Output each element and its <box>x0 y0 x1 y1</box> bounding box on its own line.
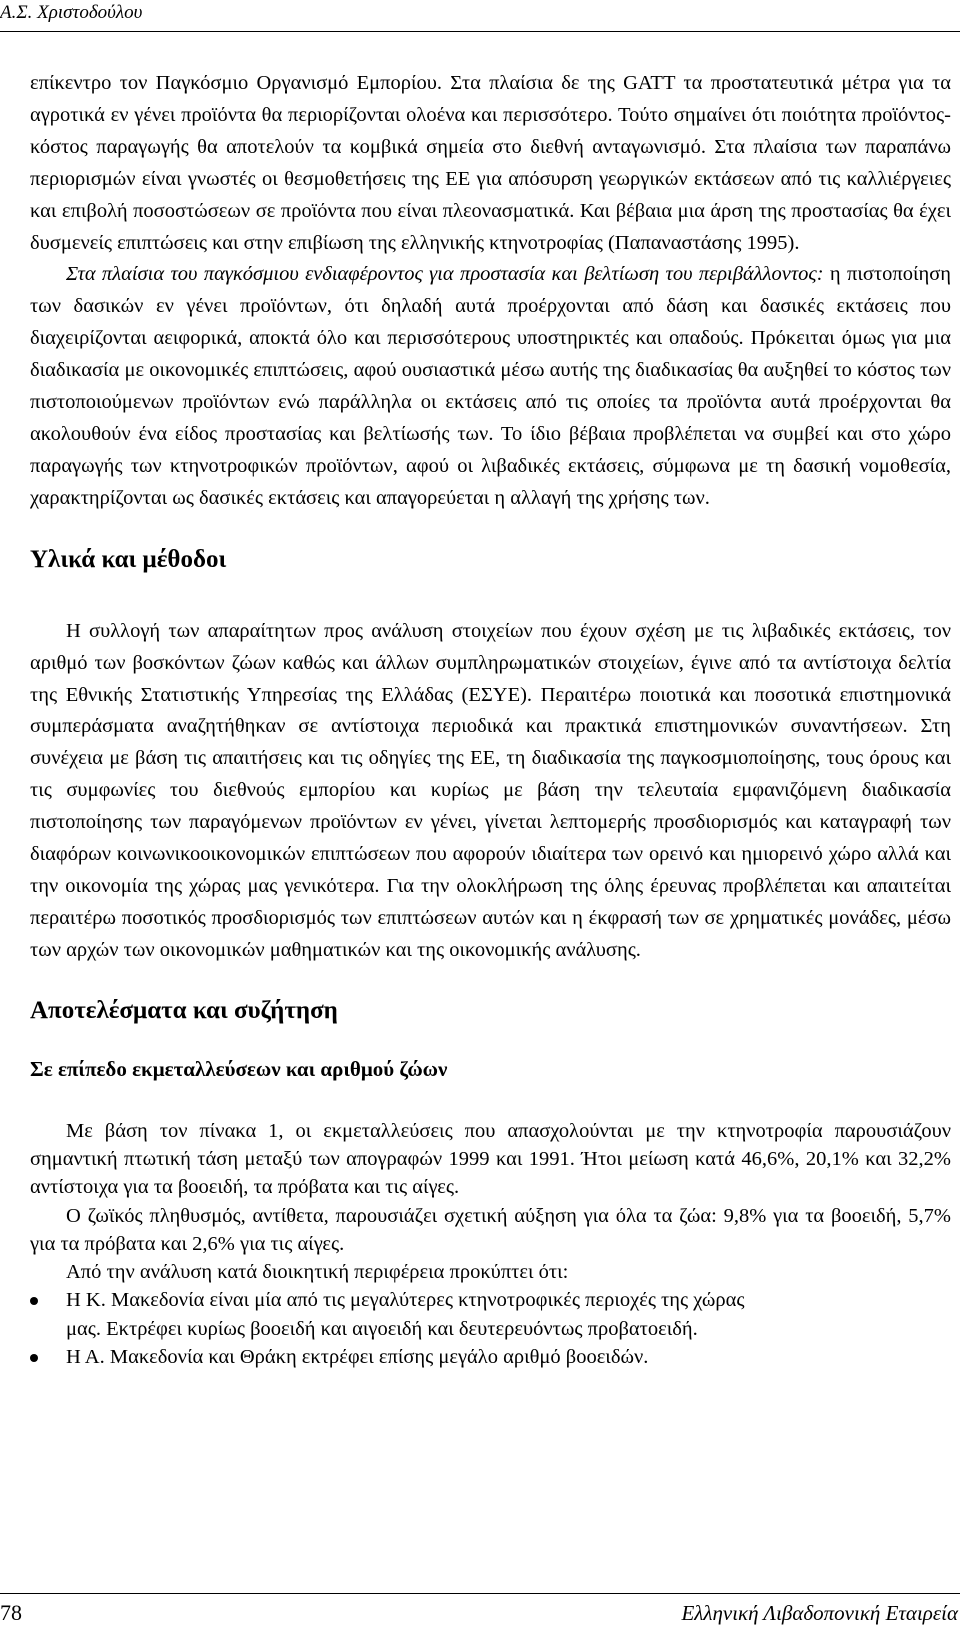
heading-results-discussion: Αποτελέσματα και συζήτηση <box>30 996 338 1024</box>
list-item <box>30 1343 951 1371</box>
running-footer-journal: Ελληνική Λιβαδοπονική Εταιρεία <box>681 1601 958 1625</box>
paragraph-farms-decline: Με βάση τον πίνακα 1, οι εκμεταλλεύσεις που απασχολούνται με την κτηνοτροφία παρουσιάζουν σημαντική πτωτική τάση μεταξύ των απογραφών 1999 και 1991. Ήτοι μείωση κατά 46,6%, 20,1% και 32,2% αντίστοιχα για τα βοοειδή, τα πρόβατα και τις αίγες. <box>30 1119 951 1199</box>
bullet-icon <box>30 1354 38 1362</box>
bullet-list <box>30 1286 951 1371</box>
subheading-farms-animals: Σε επίπεδο εκμεταλλεύσεων και αριθμού ζώων <box>30 1056 448 1081</box>
list-item-text-continued: μας. Εκτρέφει κυρίως βοοειδή και αιγοειδή και δευτερευόντως προβατοειδή. <box>66 1317 698 1340</box>
page-body <box>30 68 951 1371</box>
list-item <box>30 1286 951 1343</box>
paragraph-certification-text: η πιστοποίηση των δασικών εν γένει προϊόντων, ότι δηλαδή αυτά προέρχονται από δάση και δασικές εκτάσεις που διαχειρίζονται αειφορικά, αποκτά όλο και περισσότερους υποστηρικτές και οπαδούς. Πρόκειται όμως για μια διαδικασία με οικονομικές επιπτώσεις, αφού ουσιαστικά μέσω αυτής της διαδικασίας θα αυξηθεί το κόστος των πιστοποιούμενων προϊόντων ενώ παράλληλα οι εκτάσεις από τις οποίες τα προϊόντα αυτά προέρχονται θα ακολουθούν ένα είδος προστασίας και βελτίωσής των. Το ίδιο βέβαια προβλέπεται να συμβεί και στο χώρο παραγωγής των κτηνοτροφικών προϊόντων, αφού οι λιβαδικές εκτάσεις, σύμφωνα με τη δασική νομοθεσία, χαρακτηρίζονται ως δασικές εκτάσεις και απαγορεύεται η αλλαγή της χρήσης των. <box>30 263 951 509</box>
header-divider <box>0 31 960 32</box>
page-number: 78 <box>0 1600 22 1625</box>
paragraph-population: Ο ζωϊκός πληθυσμός, αντίθετα, παρουσιάζει σχετική αύξηση για όλα τα ζώα: 9,8% για τα βοοειδή, 5,7% για τα πρόβατα και 2,6% για τις αίγες. <box>30 1204 951 1255</box>
paragraph-methods: Η συλλογή των απαραίτητων προς ανάλυση στοιχείων που έχουν σχέση με τις λιβαδικές εκτάσεις, τον αριθμό των βοσκόντων ζώων καθώς και άλλων συμπληρωματικών στοιχείων, έγινε από τα αντίστοιχα δελτία της Εθνικής Στατιστικής Υπηρεσίας της Ελλάδας (ΕΣΥΕ). Περαιτέρω ποιοτικά και ποσοτικά επιστημονικά συμπεράσματα αναζητήθηκαν σε αντίστοιχα περιοδικά και πρακτικά επιστημονικών συναντήσεων. Στη συνέχεια με βάση τις απαιτήσεις και τις οδηγίες της ΕΕ, τη διαδικασία της παγκοσμιοποίησης, τους όρους και τις συμφωνίες του διεθνούς εμπορίου και κυρίως με βάση την τελευταία εμφανιζόμενη διαδικασία πιστοποίησης των παραγόμενων προϊόντων εν γένει, γίνεται λεπτομερής προσδιορισμός και καταγραφή των διαφόρων κοινωνικοοικονομικών επιπτώσεων που αφορούν ιδιαίτερα των ορεινό και ημιορεινό χώρο αλλά και την οικονομία της χώρας μας γενικότερα. Για την ολοκλήρωση της όλης έρευνας προβλέπεται και απαιτείται περαιτέρω ποσοτικός προσδιορισμός των επιπτώσεων αυτών και η έκφρασή των σε χρηματικές μονάδες, μέσω των αρχών των οικονομικών μαθηματικών και της οικονομικής ανάλυσης. <box>30 619 951 961</box>
list-item-text: Η Κ. Μακεδονία είναι μία από τις μεγαλύτερες κτηνοτροφικές περιοχές της χώρας <box>66 1289 745 1312</box>
heading-materials-methods: Υλικά και μέθοδοι <box>30 545 227 573</box>
paragraph-certification <box>30 259 951 514</box>
paragraph-italic-lead: Στα πλαίσια του παγκόσμιου ενδιαφέροντος για προστασία και βελτίωση του περιβάλλοντος: <box>66 263 824 286</box>
running-header-author: Α.Σ. Χριστοδούλου <box>0 2 143 23</box>
footer-divider <box>0 1593 960 1594</box>
paragraph-regions-intro: Από την ανάλυση κατά διοικητική περιφέρεια προκύπτει ότι: <box>66 1261 569 1284</box>
paragraph-gatt: επίκεντρο τον Παγκόσμιο Οργανισμό Εμπορίου. Στα πλαίσια δε της GATT τα προστατευτικά μέτρα για τα αγροτικά εν γένει προϊόντα θα περιορίζονται ολοένα και περισσότερο. Τούτο σημαίνει ότι ποιότητα προϊόντος-κόστος παραγωγής θα αποτελούν τα κομβικά σημεία στο διεθνή ανταγωνισμό. Στα πλαίσια των παραπάνω περιορισμών είναι γνωστές οι θεσμοθετήσεις της ΕΕ για απόσυρση γεωργικών εκτάσεων από τις καλλιέργειες και επιβολή ποσοστώσεων σε προϊόντα που είναι πλεονασματικά. Και βέβαια μια άρση της προστασίας θα έχει δυσμενείς επιπτώσεις και στην επιβίωση της ελληνικής κτηνοτροφίας (Παπαναστάσης 1995). <box>30 72 951 254</box>
list-item-text: Η Α. Μακεδονία και Θράκη εκτρέφει επίσης μεγάλο αριθμό βοοειδών. <box>66 1346 649 1369</box>
